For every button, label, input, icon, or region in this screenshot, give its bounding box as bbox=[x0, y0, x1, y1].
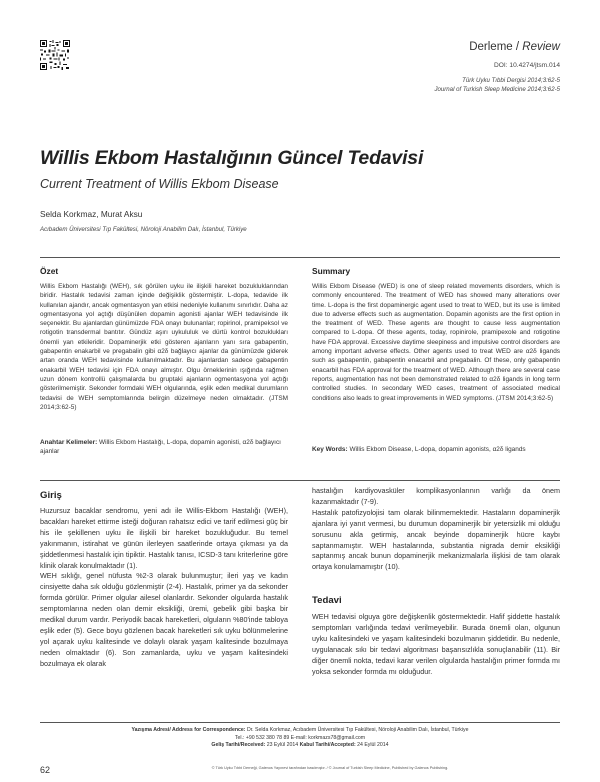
divider bbox=[40, 722, 560, 723]
divider bbox=[40, 257, 560, 258]
right-column-text: hastalığın kardiyovasküler komplikasyonlarının varlığı da önem kazanmaktadır (7-9). Hastalık patofizyolojisi tam olarak bilinmemektedir. Hastaların dopaminerjik ajanlara iyi yanıt vermesi, bu durumun dopaminerjik bir yetersizlik mi olduğu sorusunu akla getirmiş, ancak beyinde dopaminerjik hücre kaybı saptanmamıştır. WEH hastalarında, substantia nigrada demir eksikliği saptanmış ancak bunun dopaminerjik mekanizmalarla ilişkisi de tam olarak ortaya konulamamıştır (10). bbox=[312, 486, 560, 572]
copyright: © Türk Uyku Tıbbi Derneği, Galenos Yayınevi tarafından basılmıştır. / © Journal of Turkish Sleep Medicine, Published by Galenos Publishing. bbox=[211, 766, 449, 770]
journal-tr: Türk Uyku Tıbbi Dergisi 2014;3:62-5 bbox=[462, 77, 560, 84]
doi: DOI: 10.4274/jtsm.014 bbox=[494, 62, 560, 69]
summary-keywords: Key Words: Willis Ekbom Disease, L-dopa, dopamin agonists, α2δ ligands bbox=[312, 446, 526, 453]
divider bbox=[40, 480, 560, 481]
page-number: 62 bbox=[40, 765, 51, 775]
authors: Selda Korkmaz, Murat Aksu bbox=[40, 209, 143, 219]
title-tr: Willis Ekbom Hastalığının Güncel Tedavisi bbox=[40, 147, 424, 169]
ozet-keywords: Anahtar Kelimeler: Willis Ekbom Hastalığı, L-dopa, dopamin agonisti, α2δ bağlayıcı ajanlar bbox=[40, 439, 281, 456]
tedavi-text: WEH tedavisi olguya göre değişkenlik göstermektedir. Hafif şiddette hastalık semptomları varlığında tedavi verilmeyebilir. Burada önemli olan, olgunun uyku kalitesindeki ve yaşam kalitesindeki bozulmanın şiddetidir. Bu nedenle, uygulanacak sıkı bir tedavi algoritması başarısızlıkla sonuçlanabilir (11). Bir diğer önemli nokta, tedavi karar verilen olgularda hastalığın primer formda mı yoksa sekonder formda mı olduğudur. bbox=[312, 612, 560, 676]
summary-text: Willis Ekbom Disease (WED) is one of sleep related movements disorders, which is commonly encountered. The treatment of WED has showed many alterations over time. L-dopa is the first dopaminergic agent used to treat to WED, but its use is limited due to adverse effects such as augmentation. Dopamin agonists are the first option in the treatment of WED. These agents are thought to cause less augmentation compared to L-dopa. Of these agents, today, ropinirole, pramipexole and rotigotine have FDA approval. Excessive daytime sleepiness and impulsive control disorders are among important adverse effects. Other agents used to treat WED are α2δ ligands such as gabapentin, gabapentin enacarbil and pregabalin. Of these, only gabapentin enacarbil has FDA approval for the treatment of WED. Although there are several case reports, augmentation has not been demonstrated related to α2δ ligands in long term controlled studies. In secondary WED cases, treatment of associated medical conditions also leads to great improvements in WED symptoms. (JTSM 2014;3:62-5) bbox=[312, 283, 560, 402]
ozet-heading: Özet bbox=[40, 266, 59, 276]
giris-text: Huzursuz bacaklar sendromu, yeni adı ile Willis-Ekbom Hastalığı (WEH), bacakları hareket ettirme isteği doğuran rahatsız edici ve tarif edilmesi güç bir his ile şekillenen uyku ile ilişkili bir hareket bozukluğudur. Bu temel yakınmanın, istirahat ve günün ilerleyen saatlerinde ortaya çıkması ya da şiddetlenmesi hastalık için tipiktir. Hastalık tanısı, ICSD-3 tanı kriterlerine göre klinik olarak konulmaktadır (1). WEH sıklığı, genel nüfusta %2-3 olarak bulunmuştur; ileri yaş ve kadın cinsiyette daha sık olduğu gözlenmiştir (2-4). Hastalık, primer ya da sekonder formda görülür. Primer olgular ailesel olanlardır. Sekonder olgularda hastalık semptomlarına neden olan demir eksikliği, üremi, gebelik gibi başka bir medikal durum vardır. Periyodik bacak hareketleri, olguların %80'inde tabloya eşlik eder (5). Gece boyu gözlenen bacak hareketleri sık uyku bölünmelerine yol açarak uyku kalitesinde ve dolaylı olarak yaşam kalitesinde bozulmaya neden olmaktadır (6). Son zamanlarda, uyku ve yaşam kalitesindeki bozulmaya ek olarak bbox=[40, 506, 288, 668]
tedavi-heading: Tedavi bbox=[312, 595, 342, 606]
article-type: Derleme / Review bbox=[469, 41, 560, 53]
affiliation: Acıbadem Üniversitesi Tıp Fakültesi, Nöroloji Anabilim Dalı, İstanbul, Türkiye bbox=[40, 226, 247, 233]
ozet-text: Willis Ekbom Hastalığı (WEH), sık görülen uyku ile ilişkili hareket bozukluklarından biridir. Hastalık tedavisi zaman içinde değişiklik göstermiştir. L-dopa, tedavide ilk kullanılan ajandır, ancak ogmentasyon yan etkisi nedeniyle kullanımı sınırlıdır. Daha az ogmentasyona yol açtığı düşünülen dopamin agonisti ajanlar WEH tedavisinde ilk seçenektir. Bu ajanlardan günümüzde FDA onayı bulunanlar; ropirinol, pramipeksol ve rotigotin transdermal bantıtır. Gündüz aşırı uykululuk ve dürtü kontrol bozuklukları önemli yan etkileridir. Dopaminerjik etki gösteren ajanların yanı sıra gabapentin, gabapentin enakarbil ve pregabalin gibi α2δ bağlayıcı ajanlar da günümüzde giderek artan oranda WEH tedavisinde kullanılmaktadır. Bu ajanlardan sadece gabapentin enakarbil WEH tedavisi için FDA onayı almıştır. Olgu örneklerinin ışığında rağmen uzun dönem kontrollü çalışmalarda bu gruptaki ajanların ogmentasyona yol açtığı gösterilmemiştir. Sekonder formdaki WEH olgularında, eşlik eden medikal durumların tedavisi de WEH semptomlarında belirgin düzelmeye neden olmaktadır. (JTSM 2014;3:62-5) bbox=[40, 283, 288, 411]
summary-heading: Summary bbox=[312, 266, 351, 276]
title-en: Current Treatment of Willis Ekbom Disease bbox=[40, 177, 279, 191]
qr-code bbox=[40, 40, 70, 70]
journal-citation bbox=[434, 76, 560, 94]
journal-en: Journal of Turkish Sleep Medicine 2014;3:62-5 bbox=[434, 86, 560, 93]
giris-heading: Giriş bbox=[40, 490, 62, 501]
correspondence: Yazışma Adresi/ Address for Correspondence: Dr. Selda Korkmaz, Acıbadem Üniversitesi Tıp Fakültesi, Nöroloji Anabilim Dalı, İstanbul, Türkiye Tel.: +90 532 380 78 89 E-mail: korkmazs78@gmail.com Geliş Tarihi/Received: 23 Eylül 2014 Kabul Tarihi/Accepted: 24 Eylül 2014 bbox=[131, 727, 469, 749]
